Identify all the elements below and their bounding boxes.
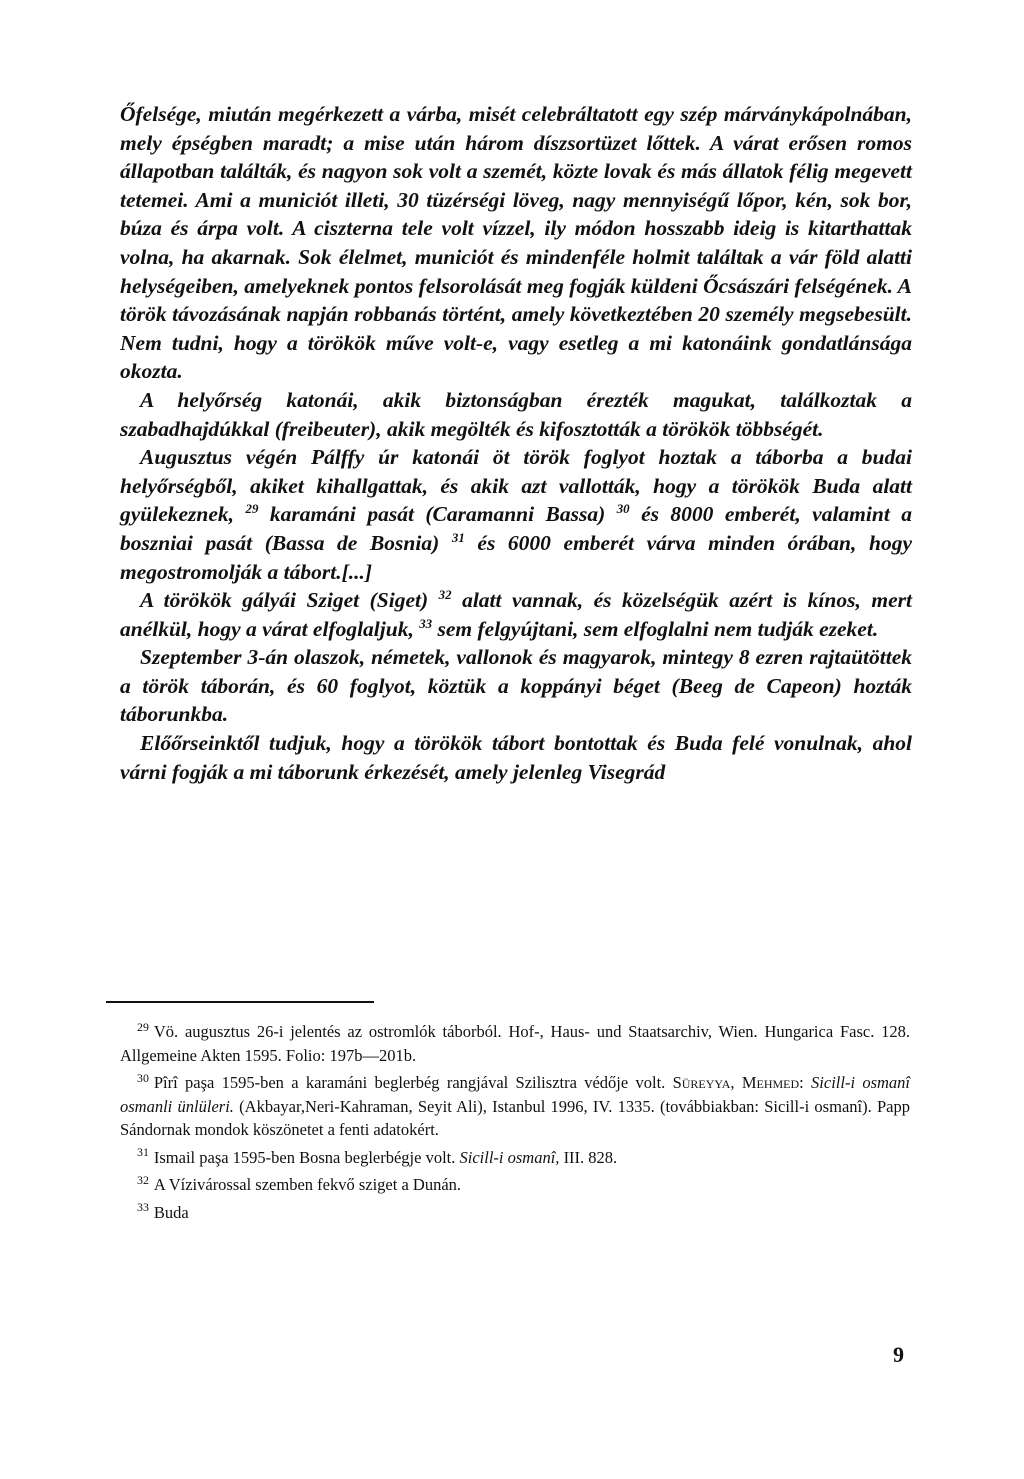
paragraph-1: Őfelsége, miután megérkezett a várba, misét celebráltatott egy szép márványkápolnában, mely épségben maradt; a mise után három díszsortüzet lőttek. A várat erősen romos állapotban találták, és nagyon sok volt a szemét, közte lovak és más állatok félig megevett tetemei. Ami a municiót illeti, 30 tüzérségi löveg, nagy mennyiségű lőpor, kén, sok bor, búza és árpa volt. A ciszterna tele volt vízzel, ily módon hosszabb ideig is kitarthattak volna, ha akarnak. Sok élelmet, municiót és mindenféle holmit találtak a vár föld alatti helységeiben, amelyeknek pontos felsorolását meg fogják küldeni Őcsászári felségének. A török távozásának napján robbanás történt, amely következtében 20 személy megsebesült. Nem tudni, hogy a törökök műve volt-e, vagy esetleg a mi katonáink gondatlánsága okozta. (120, 102, 912, 384)
footnote-30: $^{30}$ Pîrî paşa 1595-ben a karamáni beglerbég rangjával Szilisztra védője volt. Süreyya, Mehmed: Sicill-i osmanî osmanli ünlüleri. (Akbayar,Neri-Kahraman, Seyit Ali), Istanbul 1996, IV. 1335. (továbbiakban: Sicill-i osmanî). Papp Sándornak mondok köszönetet a fenti adatokért. (120, 1070, 910, 1139)
footnote-number: 33 (137, 1200, 149, 1214)
footnote-ref-29[interactable]: 29 (245, 502, 259, 517)
footnote-number: 31 (137, 1145, 149, 1159)
paragraph-5: Szeptember 3-án olaszok, németek, vallonok és magyarok, mintegy 8 ezren rajtaütöttek a török táborán, és 60 foglyot, köztük a koppányi béget (Beeg de Capeon) hozták táborunkba. (120, 645, 912, 727)
paragraph-6: Előőrseinktől tudjuk, hogy a törökök tábort bontottak és Buda felé vonulnak, ahol várni fogják a mi táborunk érkezését, amely jelenleg Visegrád (120, 731, 912, 784)
footnote-29: $^{29}$ Vö. augusztus 26-i jelentés az ostromlók táborból. Hof-, Haus- und Staatsarchiv, Wien. Hungarica Fasc. 128. Allgemeine Akten 1595. Folio: 197b—201b. (120, 1019, 910, 1065)
paragraph-4: A törökök gályái Sziget (Siget) $^{32}$ alatt vannak, és közelségük azért is kínos, mert anélkül, hogy a várat elfoglaljuk, $^{33}$ sem felgyújtani, sem elfoglalni nem tudják ezeket. (120, 587, 912, 641)
footnotes (120, 1020, 910, 1228)
paragraph-2: A helyőrség katonái, akik biztonságban érezték magukat, találkoztak a szabadhajdúkkal (freibeuter), akik megölték és kifosztották a törökök többségét. (120, 387, 912, 441)
work-title: Sicill-i osmanî osmanli ünlüleri. (120, 1073, 910, 1116)
work-title: Sicill-i osmanî, (459, 1147, 560, 1167)
author-name: Süreyya, Mehmed: (672, 1073, 804, 1092)
footnote-number: 30 (137, 1070, 149, 1085)
footnote-31: $^{31}$ Ismail paşa 1595-ben Bosna beglerbégje volt. Sicill-i osmanî, III. 828. (137, 1145, 618, 1167)
footnote-33: $^{33}$ Buda (137, 1200, 189, 1222)
footnote-ref-32[interactable]: 32 (438, 587, 452, 602)
footnote-ref-31[interactable]: 31 (451, 530, 465, 545)
footnote-separator (106, 1001, 374, 1003)
main-text (120, 100, 912, 786)
page-number: 9 (893, 1342, 904, 1367)
footnote-number: 29 (137, 1019, 149, 1034)
footnote-ref-33[interactable]: 33 (419, 616, 433, 631)
footnote-number: 32 (137, 1172, 149, 1187)
footnote-ref-30[interactable]: 30 (616, 502, 630, 517)
paragraph-3: Augusztus végén Pálffy úr katonái öt török foglyot hoztak a táborba a budai helyőrségből, akiket kihallgattak, és akik azt vallották, hogy a törökök Buda alatt gyülekeznek, $^{29}$ karamáni pasát (Caramanni Bassa) $^{30}$ és 8000 emberét, valamint a boszniai pasát (Bassa de Bosnia) $^{31}$ és 6000 emberét várva minden órában, hogy megostromolják a tábort.[...] (120, 445, 912, 584)
footnote-32: $^{32}$ A Vízivárossal szemben fekvő sziget a Dunán. (137, 1172, 462, 1194)
